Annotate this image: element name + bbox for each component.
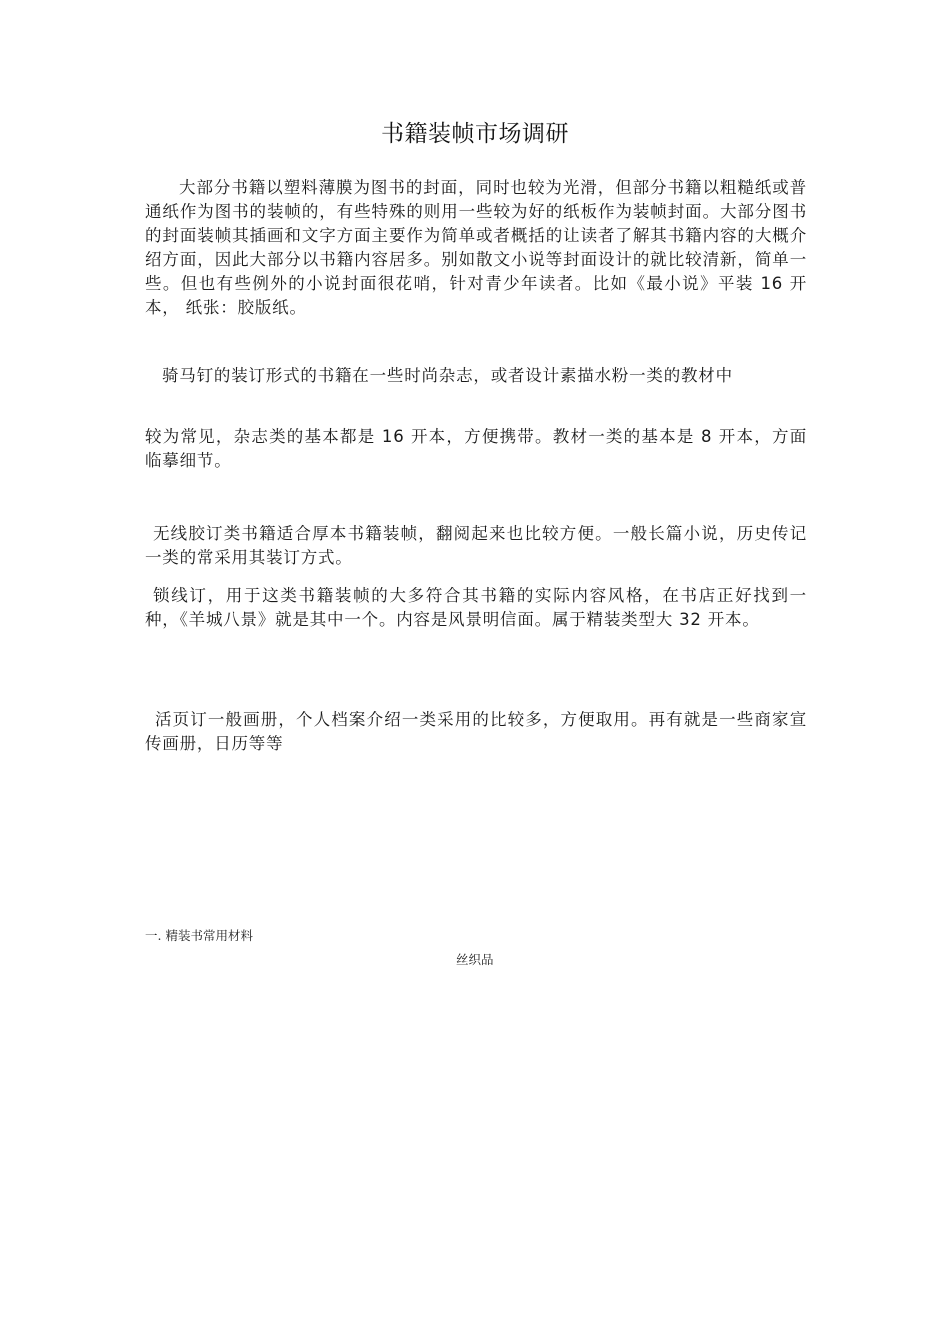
paragraph-saddle-stitch: 骑马钉的装订形式的书籍在一些时尚杂志，或者设计素描水粉一类的教材中 xyxy=(162,366,733,385)
paragraph-thread-sewing: 锁线订，用于这类书籍装帧的大多符合其书籍的实际内容风格，在书店正好找到一种，《羊城八景》就是其中一个。内容是风景明信面。属于精装类型大 32 开本。 xyxy=(145,586,807,629)
section-heading-hardcover-materials: 一. 精装书常用材料 xyxy=(145,928,253,943)
document-title: 书籍装帧市场调研 xyxy=(381,121,569,147)
material-label-silk: 丝织品 xyxy=(456,952,494,967)
paragraph-cover-materials: 大部分书籍以塑料薄膜为图书的封面，同时也较为光滑，但部分书籍以粗糙纸或普通纸作为图书的装帧的，有些特殊的则用一些较为好的纸板作为装帧封面。大部分图书的封面装帧其插画和文字方面主要作为简单或者概括的让读者了解其书籍内容的大概介绍方面，因此大部分以书籍内容居多。别如散文小说等封面设计的就比较清新，简单一些。但也有些例外的小说封面很花哨，针对青少年读者。比如《最小说》平装 16 开本， 纸张：胶版纸。 xyxy=(145,178,807,317)
paragraph-loose-leaf-binding: 活页订一般画册，个人档案介绍一类采用的比较多，方便取用。再有就是一些商家宣传画册，日历等等 xyxy=(145,710,807,753)
paragraph-saddle-stitch-continued: 较为常见，杂志类的基本都是 16 开本，方便携带。教材一类的基本是 8 开本，方面临摹细节。 xyxy=(145,427,807,470)
paragraph-perfect-binding: 无线胶订类书籍适合厚本书籍装帧，翻阅起来也比较方便。一般长篇小说，历史传记一类的常采用其装订方式。 xyxy=(145,524,807,567)
